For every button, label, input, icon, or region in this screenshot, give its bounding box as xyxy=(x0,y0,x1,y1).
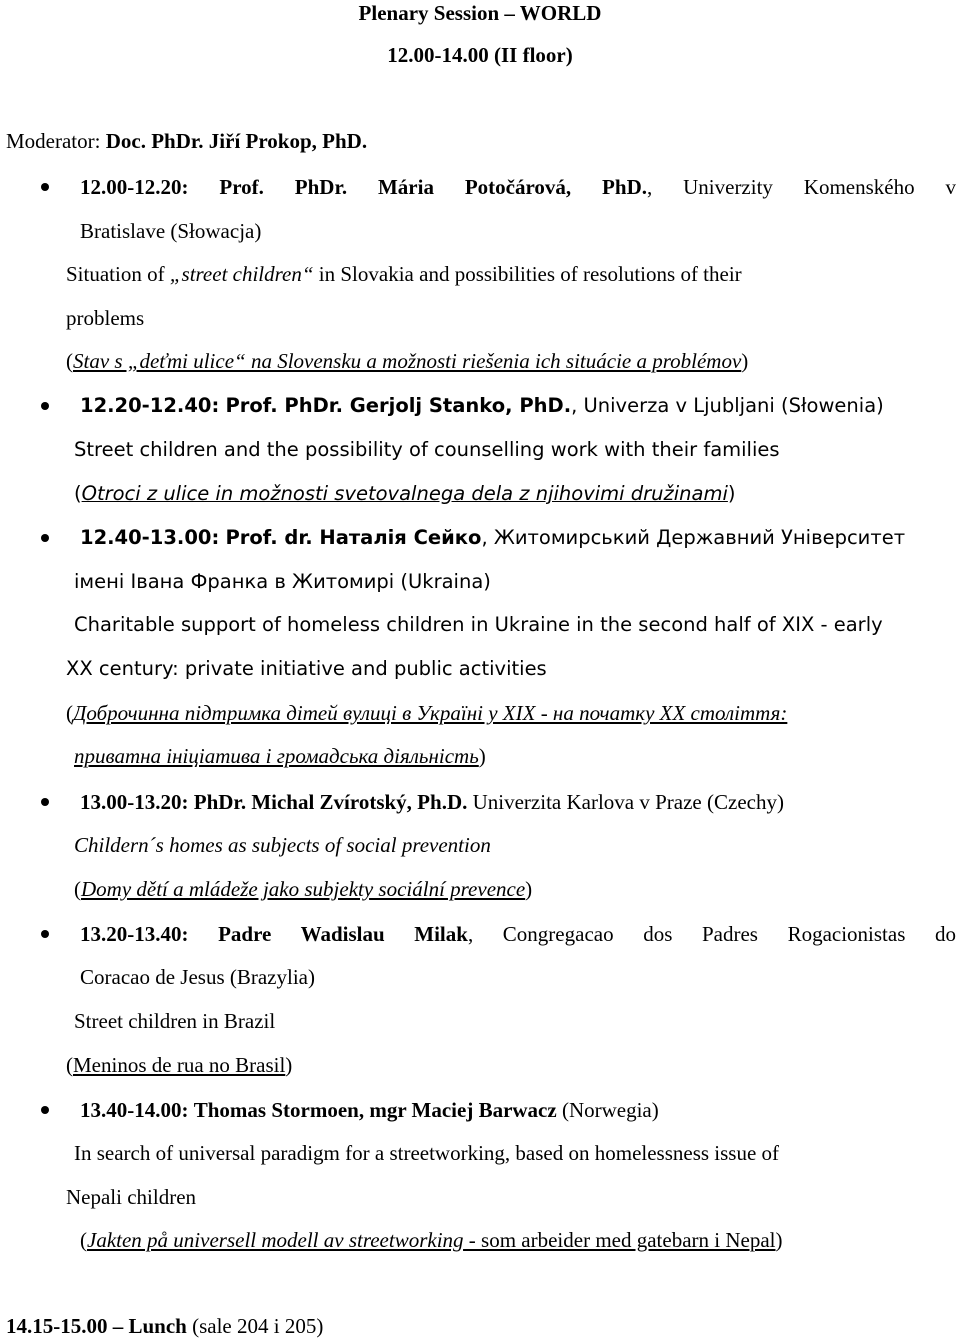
talk-time: 12.40-13.00: xyxy=(80,526,220,549)
talk-1-affiliation-cont: Bratislave (Słowacja) xyxy=(80,219,262,243)
talk-3-title: Charitable support of homeless children in Ukraine in the second half of XIX - early xyxy=(74,613,883,636)
talk-speaker: Prof. PhDr. Gerjolj Stanko, PhD. xyxy=(225,394,572,417)
talk-5-original-title: (Meninos de rua no Brasil) xyxy=(66,1053,293,1077)
talk-affiliation: , Univerza v Ljubljani (Słowenia) xyxy=(571,394,884,417)
talk-6-title-cont: Nepali children xyxy=(66,1185,197,1209)
talk-time: 13.00-13.20: xyxy=(80,790,189,814)
lunch-time: 14.15-15.00 – Lunch xyxy=(6,1314,187,1338)
talk-affiliation: (Norwegia) xyxy=(556,1098,659,1122)
moderator-line xyxy=(6,128,367,154)
talk-time: 12.00-12.20: xyxy=(80,175,189,199)
talk-time: 13.40-14.00: xyxy=(80,1098,189,1122)
talk-time: 13.20-13.40: xyxy=(80,922,189,946)
lunch-place: (sale 204 i 205) xyxy=(186,1314,324,1338)
bullet-icon xyxy=(41,798,49,806)
talk-5-title: Street children in Brazil xyxy=(74,1009,276,1033)
moderator-name: Doc. PhDr. Jiří Prokop, PhD. xyxy=(105,129,368,153)
talk-speaker: PhDr. Michal Zvírotský, Ph.D. xyxy=(193,790,468,814)
talk-4-original-title: (Domy dětí a mládeže jako subjekty sociální prevence) xyxy=(74,877,533,901)
talk-time: 12.20-12.40: xyxy=(80,394,220,417)
talk-5-header xyxy=(80,921,956,947)
moderator-label: Moderator: xyxy=(6,129,106,153)
talk-4-title: Childern´s homes as subjects of social prevention xyxy=(74,833,491,857)
bullet-icon xyxy=(41,930,49,938)
talk-3-header xyxy=(80,525,905,551)
talk-affiliation: , Congregacao dos Padres Rogacionistas do xyxy=(467,922,956,946)
session-time: 12.00-14.00 (II floor) xyxy=(387,43,573,67)
bullet-icon xyxy=(41,534,49,542)
talk-6-header xyxy=(80,1097,659,1123)
bullet-icon xyxy=(41,402,49,410)
talk-speaker: Prof. PhDr. Mária Potočárová, PhD. xyxy=(219,175,647,199)
talk-affiliation: , Univerzity Komenského v xyxy=(646,175,957,199)
bullet-icon xyxy=(41,183,49,191)
talk-4-header xyxy=(80,789,784,815)
talk-speaker: Prof. dr. Наталія Сейко xyxy=(225,526,482,549)
talk-1-header xyxy=(80,174,956,200)
talk-affiliation: , Житомирський Державний Університет xyxy=(481,526,906,549)
talk-speaker: Thomas Stormoen, mgr Maciej Barwacz xyxy=(193,1098,557,1122)
talk-1-original-title: (Stav s „deťmi ulice“ na Slovensku a možnosti riešenia ich situácie a problémov) xyxy=(66,349,749,373)
talk-2-original-title: (Otroci z ulice in možnosti svetovalnega dela z njihovimi družinami) xyxy=(74,482,736,505)
talk-6-original-title: (Jakten på universell modell av streetworking - som arbeider med gatebarn i Nepal) xyxy=(80,1228,783,1252)
talk-6-title: In search of universal paradigm for a streetworking, based on homelessness issue of xyxy=(74,1141,780,1165)
talk-2-header xyxy=(80,393,884,419)
session-title: Plenary Session – WORLD xyxy=(358,1,602,25)
talk-3-original-title-cont: приватна ініціатива і громадська діяльність) xyxy=(74,744,486,768)
talk-speaker: Padre Wadislau Milak xyxy=(218,922,468,946)
talk-1-title-cont: problems xyxy=(66,306,145,330)
talk-3-original-title: (Доброчинна підтримка дітей вулиці в Україні у XIX - на початку XX століття: xyxy=(66,701,788,725)
talk-5-affiliation-cont: Coracao de Jesus (Brazylia) xyxy=(80,965,315,989)
talk-3-title-cont: XX century: private initiative and public activities xyxy=(66,657,547,680)
bullet-icon xyxy=(41,1106,49,1114)
talk-2-title: Street children and the possibility of counselling work with their families xyxy=(74,438,780,461)
talk-3-affiliation-cont: імені Івана Франка в Житомирі (Ukraina) xyxy=(74,570,491,593)
talk-affiliation: Univerzita Karlova v Praze (Czechy) xyxy=(467,790,784,814)
lunch-line xyxy=(6,1313,323,1339)
talk-1-title: Situation of „street children“ in Slovakia and possibilities of resolutions of their xyxy=(66,262,742,286)
